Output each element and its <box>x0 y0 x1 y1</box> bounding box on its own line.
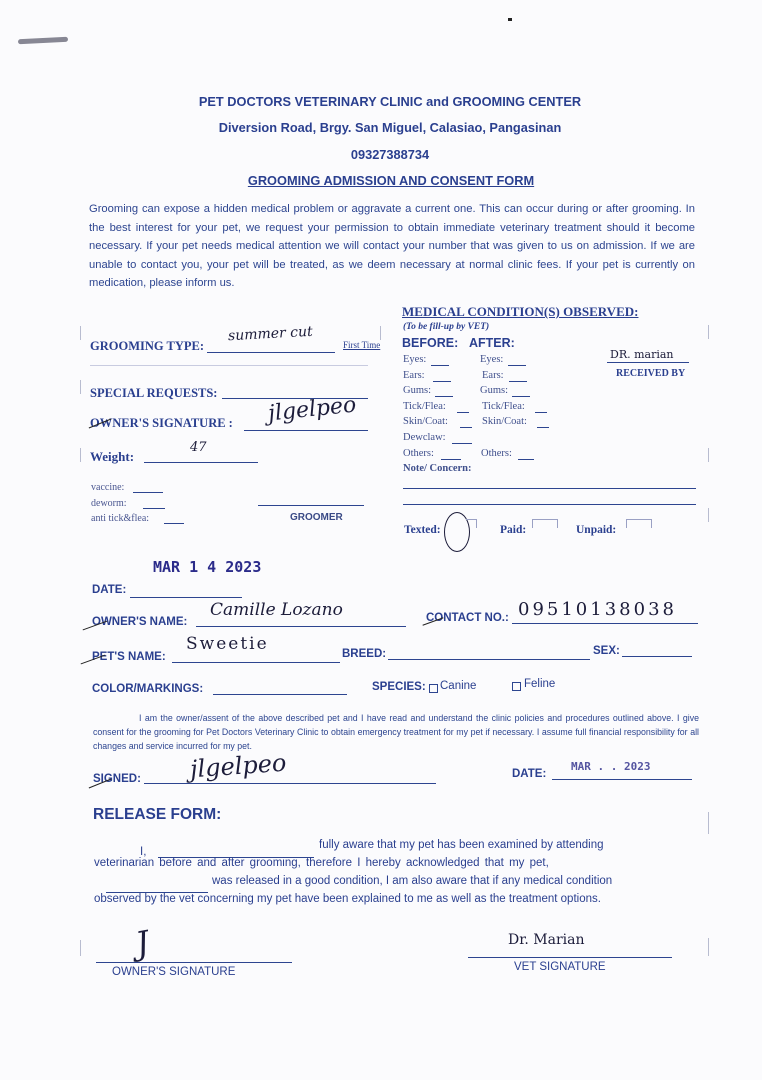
feline-checkbox[interactable] <box>512 682 521 691</box>
vet-sig-label: VET SIGNATURE <box>514 961 606 973</box>
release-text-3: was released in a good condition, I am also aware that if any medical condition <box>212 875 613 887</box>
note-label: Note/ Concern: <box>403 463 472 474</box>
weight-value: 47 <box>190 440 207 455</box>
medical-title: MEDICAL CONDITION(S) OBSERVED: <box>402 304 639 319</box>
frame-tick <box>80 940 81 956</box>
date-line <box>130 597 242 598</box>
texted-label: Texted: <box>404 524 441 536</box>
grooming-type-line-2 <box>90 365 368 366</box>
before-label: BEFORE: <box>402 336 459 350</box>
contact-value: 09510138038 <box>518 599 677 620</box>
unpaid-label: Unpaid: <box>576 524 617 536</box>
owners-signature-label: OWNER'S SIGNATURE : <box>90 416 233 430</box>
anti-tick-label: anti tick&flea: <box>91 513 150 524</box>
groomer-label: GROOMER <box>290 512 343 523</box>
first-time-label: First Time <box>343 340 381 350</box>
after-skin-line <box>537 427 549 428</box>
signed-date-line <box>552 779 692 780</box>
paid-label: Paid: <box>500 524 527 536</box>
unpaid-box <box>626 519 652 528</box>
owners-signature-line <box>244 430 368 431</box>
intro-paragraph: Grooming can expose a hidden medical problem or aggravate a current one. This can occur during or after grooming. In the best interest for your pet, we request your permission to obtain immediate veterinary treatment should it become necessary. If your pet needs medical attention we will contact your number that was given to us on admission. If we are unable to contact you, your pet will be treated, as we deem necessary at normal clinic fees. If your pet is currently on medication, please inform us. <box>89 203 695 289</box>
texted-box <box>466 519 477 528</box>
release-text-1: fully aware that my pet has been examined by attending <box>319 839 604 851</box>
before-gums-line <box>435 396 453 397</box>
received-by-line <box>607 362 689 363</box>
clinic-address: Diversion Road, Brgy. San Miguel, Calasiao, Pangasinan <box>218 120 562 135</box>
contact-label: CONTACT NO.: <box>426 612 509 624</box>
species-label: SPECIES: <box>372 681 426 693</box>
weight-line <box>144 462 258 463</box>
pets-name-line <box>172 662 340 663</box>
frame-tick <box>708 812 709 834</box>
before-others: Others: <box>403 448 434 459</box>
frame-tick <box>708 448 709 462</box>
after-eyes: Eyes: <box>480 354 504 365</box>
before-eyes-line <box>431 365 449 366</box>
before-tick-line <box>457 412 469 413</box>
owners-sig-value: J <box>132 923 153 963</box>
owners-signature-value: jlgelpeo <box>266 392 358 427</box>
note-line-2 <box>403 504 696 505</box>
received-by-value: DR. marian <box>610 348 674 361</box>
groomer-line <box>258 505 364 506</box>
release-text-2: veterinarian before and after grooming, therefore I hereby acknowledged that my pet, <box>94 857 549 869</box>
frame-tick <box>708 508 709 522</box>
after-others-line <box>518 459 534 460</box>
consent-paragraph: I am the owner/assent of the above described pet and I have read and understand the clinic policies and procedures outlined above. I give consent for the grooming for Pet Doctors Veterinary Clinic to obtain emergency treatment for my pet if necessary. I assume full financial responsibility for all changes and service incurred for my pet. <box>93 713 699 751</box>
contact-line <box>512 623 698 624</box>
before-tick: Tick/Flea: <box>403 401 446 412</box>
vet-sig-value: Dr. Marian <box>508 932 585 948</box>
before-dewclaw-line <box>452 443 472 444</box>
paid-box <box>532 519 558 528</box>
deworm-line <box>143 508 165 509</box>
owners-name-label: OWNER'S NAME: <box>92 616 188 628</box>
grooming-type-label: GROOMING TYPE: <box>90 339 205 353</box>
sex-line <box>622 656 692 657</box>
owners-name-line <box>196 626 406 627</box>
after-tick-line <box>535 412 547 413</box>
after-skin: Skin/Coat: <box>482 416 527 427</box>
special-requests-label: SPECIAL REQUESTS: <box>90 386 218 400</box>
color-line <box>213 694 347 695</box>
before-others-line <box>441 459 461 460</box>
frame-tick <box>380 326 381 340</box>
after-gums-line <box>512 396 530 397</box>
owners-sig-label: OWNER'S SIGNATURE <box>112 966 236 978</box>
scan-dot <box>508 18 512 21</box>
breed-line <box>388 659 590 660</box>
signed-date-label: DATE: <box>512 768 547 780</box>
frame-tick <box>708 938 709 956</box>
form-title: GROOMING ADMISSION AND CONSENT FORM <box>247 173 535 188</box>
signed-label: SIGNED: <box>93 773 141 785</box>
before-dewclaw: Dewclaw: <box>403 432 446 443</box>
owners-name-value: Camille Lozano <box>210 600 343 620</box>
scan-mark <box>18 37 68 45</box>
sex-label: SEX: <box>593 645 620 657</box>
before-skin: Skin/Coat: <box>403 416 448 427</box>
vet-sig-line <box>468 957 672 958</box>
frame-tick <box>708 325 709 339</box>
medical-subtitle: (To be fill-up by VET) <box>403 322 490 332</box>
after-ears-line <box>509 381 527 382</box>
before-eyes: Eyes: <box>403 354 427 365</box>
owners-sig-line <box>96 962 292 963</box>
pets-name-label: PET'S NAME: <box>92 651 166 663</box>
frame-tick <box>80 326 81 340</box>
before-ears-line <box>433 381 451 382</box>
release-title: RELEASE FORM: <box>93 806 222 823</box>
after-others: Others: <box>481 448 512 459</box>
date-label: DATE: <box>92 584 127 596</box>
anti-tick-line <box>164 523 184 524</box>
after-ears: Ears: <box>482 370 504 381</box>
weight-label: Weight: <box>90 449 135 464</box>
color-label: COLOR/MARKINGS: <box>92 683 204 695</box>
after-label: AFTER: <box>469 336 515 350</box>
grooming-type-value: summer cut <box>227 323 314 345</box>
signed-value: jlgelpeo <box>189 748 288 784</box>
before-ears: Ears: <box>403 370 425 381</box>
feline-label: Feline <box>524 678 556 690</box>
vaccine-label: vaccine: <box>91 482 125 493</box>
before-gums: Gums: <box>403 385 432 396</box>
signed-date-stamp: MAR . . 2023 <box>571 760 651 773</box>
release-i-label: I, <box>140 846 147 858</box>
after-tick: Tick/Flea: <box>482 401 525 412</box>
canine-label: Canine <box>440 680 477 692</box>
frame-tick <box>80 380 81 394</box>
signed-line <box>144 783 436 784</box>
frame-tick <box>80 448 81 462</box>
breed-label: BREED: <box>342 648 387 660</box>
deworm-label: deworm: <box>91 498 127 509</box>
after-gums: Gums: <box>480 385 509 396</box>
texted-circle <box>444 512 470 552</box>
pets-name-value: Sweetie <box>186 634 269 654</box>
note-line-1 <box>403 488 696 489</box>
vaccine-line <box>133 492 163 493</box>
clinic-phone: 09327388734 <box>350 147 430 162</box>
canine-checkbox[interactable] <box>429 684 438 693</box>
received-by-label: RECEIVED BY <box>616 368 686 379</box>
after-eyes-line <box>508 365 526 366</box>
release-text-4: observed by the vet concerning my pet have been explained to me as well as the treatment options. <box>94 893 601 905</box>
grooming-type-line <box>207 352 335 353</box>
date-stamp: MAR 1 4 2023 <box>153 558 262 576</box>
clinic-name: PET DOCTORS VETERINARY CLINIC and GROOMING CENTER <box>198 94 582 109</box>
before-skin-line <box>460 427 472 428</box>
